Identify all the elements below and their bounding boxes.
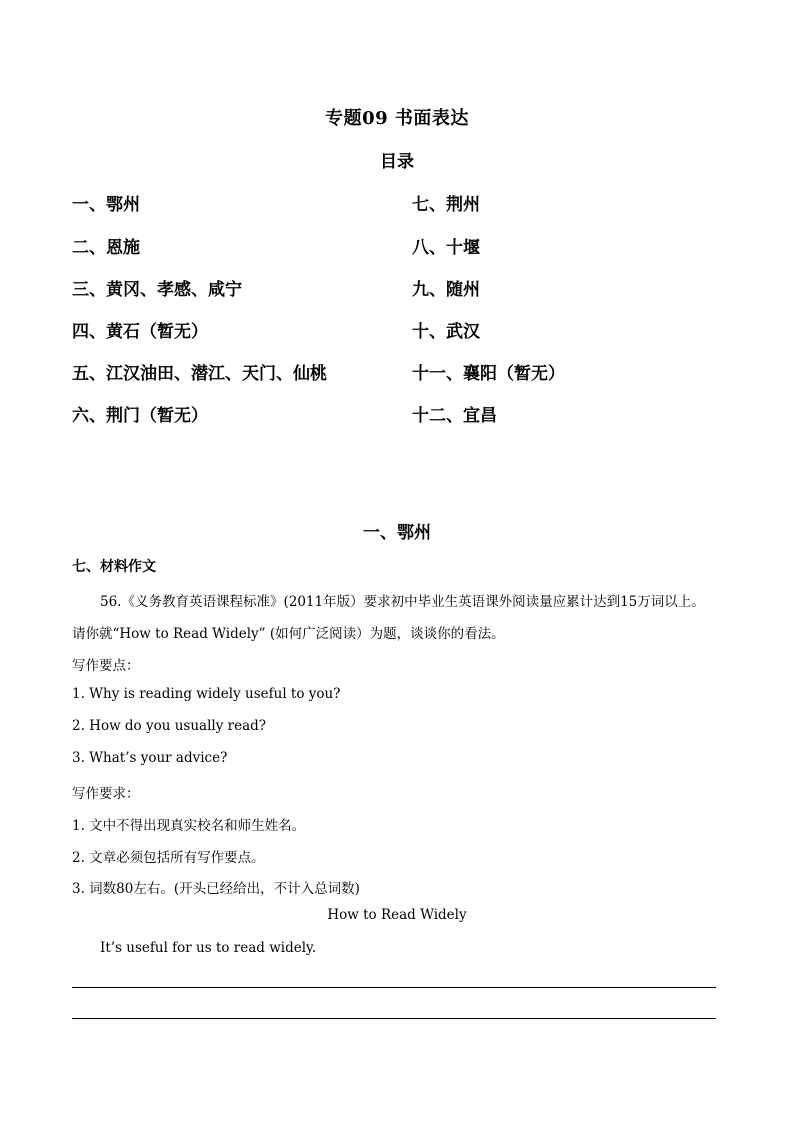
toc-item-5: 五、江汉油田、潜江、天门、仙桃 (72, 364, 327, 384)
toc-item-12: 十二、宜昌 (412, 406, 497, 426)
essay-title: How to Read Widely (327, 907, 467, 923)
writing-line-2 (72, 1018, 716, 1019)
toc-item-9: 九、随州 (412, 280, 480, 300)
toc-item-3: 三、黄冈、孝感、咸宁 (72, 280, 242, 300)
document-title: 专题09 书面表达 (325, 108, 469, 129)
points-label: 写作要点： (72, 658, 140, 674)
section-heading: 一、鄂州 (363, 523, 431, 543)
toc-item-6: 六、荆门（暂无） (72, 406, 208, 426)
toc-item-1: 一、鄂州 (72, 195, 140, 215)
toc-item-11: 十一、襄阳（暂无） (412, 364, 565, 384)
toc-heading: 目录 (380, 152, 414, 172)
requirement-2: 2. 文章必须包括所有写作要点。 (72, 850, 265, 866)
toc-item-8: 八、十堰 (412, 238, 480, 258)
requirement-3: 3. 词数80左右。(开头已经给出，不计入总词数) (72, 881, 360, 897)
requirement-1: 1. 文中不得出现真实校名和师生姓名。 (72, 818, 306, 834)
toc-item-10: 十、武汉 (412, 322, 480, 342)
question-line-2: 请你就“How to Read Widely” (如何广泛阅读）为题，谈谈你的看法。 (72, 626, 505, 642)
essay-opening: It’s useful for us to read widely. (100, 940, 317, 956)
point-2: 2. How do you usually read? (72, 718, 267, 734)
point-1: 1. Why is reading widely useful to you? (72, 686, 341, 702)
question-line-1: 56.《义务教育英语课程标准》(2011年版）要求初中毕业生英语课外阅读量应累计达到15万词以上。 (100, 594, 705, 610)
sub-heading: 七、材料作文 (72, 559, 156, 575)
toc-item-7: 七、荆州 (412, 195, 480, 215)
toc-item-4: 四、黄石（暂无） (72, 322, 208, 342)
point-3: 3. What’s your advice? (72, 750, 228, 766)
writing-line-1 (72, 987, 716, 988)
requirements-label: 写作要求： (72, 786, 140, 802)
toc-item-2: 二、恩施 (72, 238, 140, 258)
